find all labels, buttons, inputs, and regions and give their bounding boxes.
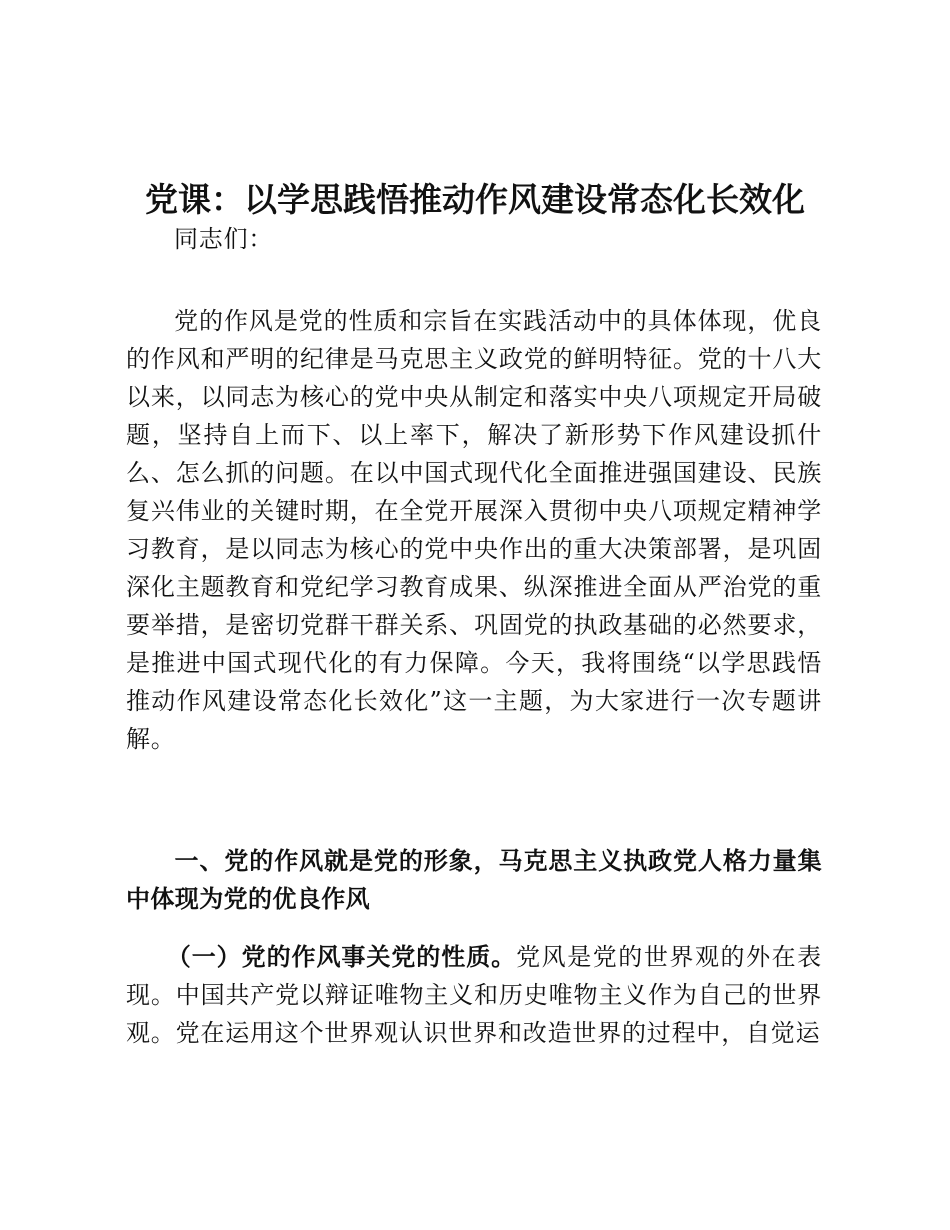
subsection-paragraph-1	[126, 938, 822, 1052]
section-heading-1	[126, 842, 822, 918]
salutation-paragraph	[126, 220, 822, 258]
intro-paragraph-text: 党的作风是党的性质和宗旨在实践活动中的具体体现，优良的作风和严明的纪律是马克思主义政党的鲜明特征。党的十八大以来，以同志为核心的党中央从制定和落实中央八项规定开局破题，坚持自上而下、以上率下，解决了新形势下作风建设抓什么、怎么抓的问题。在以中国式现代化全面推进强国建设、民族复兴伟业的关键时期，在全党开展深入贯彻中央八项规定精神学习教育，是以同志为核心的党中央作出的重大决策部署，是巩固深化主题教育和党纪学习教育成果、纵深推进全面从严治党的重要举措，是密切党群干群关系、巩固党的执政基础的必然要求，是推进中国式现代化的有力保障。今天，我将围绕“以学思践悟推动作风建设常态化长效化”这一主题，为大家进行一次专题讲解。	[126, 307, 822, 753]
subsection-heading-1: （一）党的作风事关党的性质。	[166, 943, 517, 971]
document-title: 党课：以学思践悟推动作风建设常态化长效化	[145, 180, 805, 219]
subsection-paragraph-1-text: 党风是党的世界观的外在表现。中国共产党以辩证唯物主义和历史唯物主义作为自己的世界观。党在运用这个世界观认识世界和改造世界的过程中，自觉运	[126, 943, 822, 1047]
intro-paragraph	[126, 302, 822, 758]
salutation-text: 同志们：	[174, 225, 274, 253]
section-heading-1-text: 一、党的作风就是党的形象，马克思主义执政党人格力量集中体现为党的优良作风	[126, 847, 822, 913]
